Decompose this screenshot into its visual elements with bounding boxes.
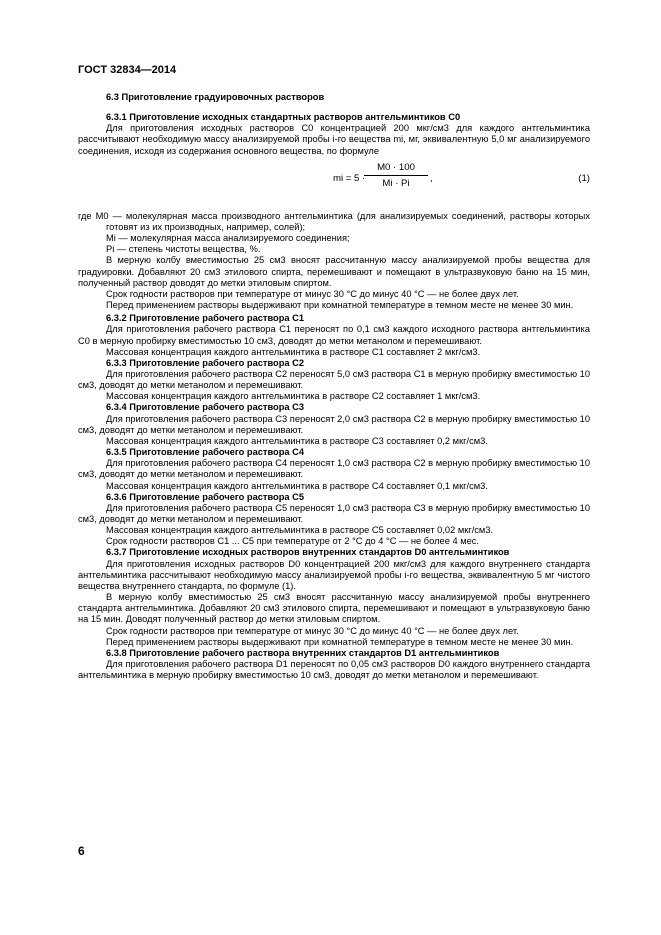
legend-pi: Pi — степень чистоты вещества, %. (106, 244, 261, 255)
section-6-3-1-heading: 6.3.1 Приготовление исходных стандартных растворов антгельминтиков C0 (106, 112, 461, 123)
paragraph: Срок годности растворов C1 ... C5 при температуре от 2 °С до 4 °С — не более 4 мес. (106, 536, 479, 547)
paragraph: Для приготовления исходных растворов D0 концентрацией 200 мкг/см3 для каждого внутреннего стандарта антгельминтика рассчитывают необходимую массу анализируемой пробы i-го вещества, эквивалентную 5 мг чистого вещества внутреннего стандарта, по формуле (1). (78, 558, 590, 591)
paragraph: Перед применением растворы выдерживают при комнатной температуре в темном месте не менее 30 мин. (106, 300, 574, 311)
paragraph: Массовая концентрация каждого антгельминтика в растворе C4 составляет 0,1 мкг/см3. (106, 480, 488, 491)
section-6-3-3-heading: 6.3.3 Приготовление рабочего раствора C2 (106, 357, 305, 368)
formula-numerator: M0 · 100 (364, 161, 428, 176)
section-6-3-2-heading: 6.3.2 Приготовление рабочего раствора C1 (106, 313, 305, 324)
paragraph: В мерную колбу вместимостью 25 см3 вносят рассчитанную массу анализируемой пробы внутреннего стандарта антгельминтика. Добавляют 20 см3 этилового спирта, перемешивают и помещают в ультразвуковую баню на 15 мин. Доводят полученный раствор до метки этиловым спиртом. (78, 592, 590, 625)
paragraph: Срок годности растворов при температуре от минус 30 °С до минус 40 °С — не более двух лет. (106, 625, 519, 636)
paragraph: Срок годности растворов при температуре от минус 30 °С до минус 40 °С — не более двух лет. (106, 288, 519, 299)
page-number: 6 (78, 844, 85, 858)
paragraph: Массовая концентрация каждого антгельминтика в растворе C1 составляет 2 мкг/см3. (106, 346, 481, 357)
formula-denominator: Mi · Pi (382, 177, 410, 189)
section-6-3-7-heading: 6.3.7 Приготовление исходных растворов внутренних стандартов D0 антгельминтиков (106, 547, 510, 558)
section-6-3-heading: 6.3 Приготовление градуировочных растворов (106, 92, 325, 102)
paragraph: Для приготовления рабочего раствора C1 переносят по 0,1 см3 каждого исходного раствора антгельминтика C0 в мерную пробирку вместимостью 10 см3, доводят до метки метанолом и перемешивают. (78, 324, 590, 346)
paragraph: Массовая концентрация каждого антгельминтика в растворе C2 составляет 1 мкг/см3. (106, 391, 481, 402)
paragraph: Для приготовления рабочего раствора C4 переносят 1,0 см3 раствора C2 в мерную пробирку вместимостью 10 см3, доводят до метки метанолом и перемешивают. (78, 458, 590, 480)
section-6-3-6-heading: 6.3.6 Приготовление рабочего раствора C5 (106, 491, 305, 502)
formula-lhs: mi = 5 · (333, 172, 366, 184)
paragraph: Перед применением растворы выдерживают при комнатной температуре в темном месте не менее 30 мин. (106, 636, 574, 647)
legend-m0: где M0 — молекулярная масса производного антгельминтика (для анализируемых соединений, растворы которых готовят из их производных, например, солей); (78, 210, 590, 232)
paragraph: Для приготовления исходных растворов C0 концентрацией 200 мкг/см3 для каждого антгельминтика рассчитывают необходимую массу анализируемой пробы i-го вещества mi, мг, эквивалентную 5,0 мг анализируемого соединения, исходя из содержания основного вещества, по формуле (78, 123, 590, 156)
section-6-3-8-heading: 6.3.8 Приготовление рабочего раствора внутренних стандартов D1 антгельминтиков (106, 647, 500, 658)
formula-fraction (364, 161, 428, 190)
formula-comma: , (430, 172, 433, 184)
document-body (78, 92, 590, 681)
paragraph: Для приготовления рабочего раствора C5 переносят 1,0 см3 раствора C3 в мерную пробирку вместимостью 10 см3, доводят до метки метанолом и перемешивают. (78, 502, 590, 524)
paragraph: Для приготовления рабочего раствора C3 переносят 2,0 см3 раствора C2 в мерную пробирку вместимостью 10 см3, доводят до метки метанолом и перемешивают. (78, 413, 590, 435)
section-6-3-4-heading: 6.3.4 Приготовление рабочего раствора C3 (106, 402, 305, 413)
paragraph: Для приготовления рабочего раствора D1 переносят по 0,05 см3 растворов D0 каждого внутреннего стандарта антгельминтика в мерную пробирку вместимостью 10 см3, доводят до метки метанолом и перемешивают. (78, 659, 590, 681)
section-6-3-5-heading: 6.3.5 Приготовление рабочего раствора C4 (106, 447, 305, 458)
formula-1 (78, 161, 590, 207)
paragraph: В мерную колбу вместимостью 25 см3 вносят рассчитанную массу анализируемой пробы вещества для градуировки. Добавляют 20 см3 этилового спирта, перемешивают и помещают в ультразвуковую баню на 15 мин, полученный раствор доводят до метки этиловым спиртом. (78, 255, 590, 288)
paragraph: Массовая концентрация каждого антгельминтика в растворе C3 составляет 0,2 мкг/см3. (106, 435, 488, 446)
legend-mi: Mi — молекулярная масса анализируемого соединения; (106, 233, 350, 244)
paragraph: Массовая концентрация каждого антгельминтика в растворе C5 составляет 0,02 мкг/см3. (106, 525, 494, 536)
page-header: ГОСТ 32834—2014 (78, 64, 177, 76)
paragraph: Для приготовления рабочего раствора C2 переносят 5,0 см3 раствора C1 в мерную пробирку вместимостью 10 см3, доводят до метки метанолом и перемешивают. (78, 368, 590, 391)
formula-number: (1) (578, 172, 590, 184)
